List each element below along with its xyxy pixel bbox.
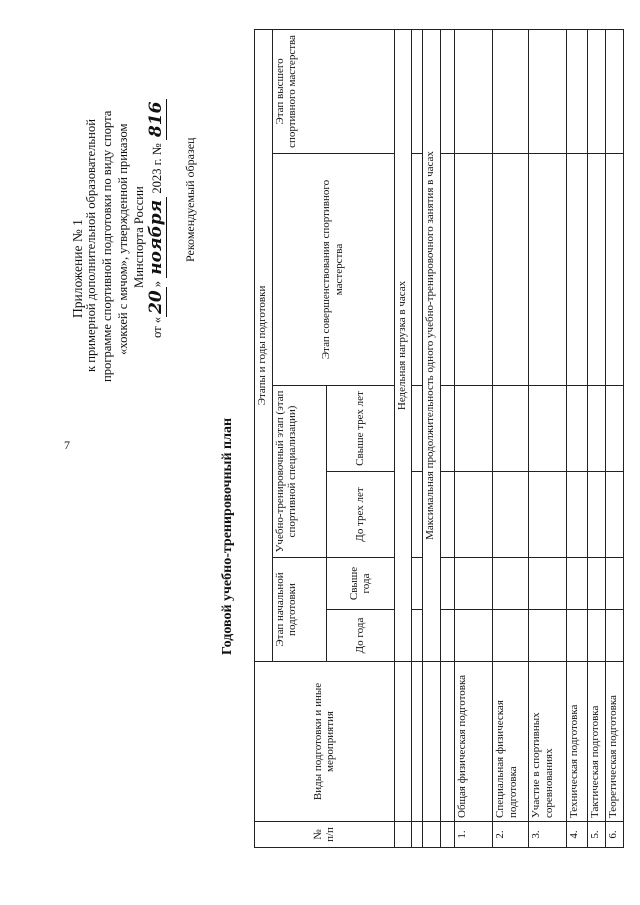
table-cell [567, 386, 587, 472]
table-cell [412, 558, 423, 610]
date-day: 20 [146, 287, 167, 317]
table-cell [412, 386, 423, 472]
row-number: 3. [529, 822, 567, 848]
table-cell [423, 662, 441, 822]
table-cell [394, 662, 412, 822]
table-cell [412, 472, 423, 558]
header-stages: Этапы и годы подготовки [255, 29, 273, 661]
table-cell [412, 154, 423, 386]
order-date-line [148, 99, 165, 338]
table-cell [567, 558, 587, 610]
table-cell [423, 822, 441, 848]
weekly-load-label: Недельная нагрузка в часах [394, 29, 412, 661]
header-stage-training: Учебно-тренировочный этап (этап спортивной специализации) [272, 386, 326, 558]
table-cell [412, 662, 423, 822]
header-kinds: Виды подготовки и иные мероприятия [255, 662, 395, 822]
date-mid: » [150, 280, 164, 288]
header-training-a: До трех лет [326, 472, 394, 558]
table-cell [567, 29, 587, 153]
table-cell [412, 29, 423, 153]
row-number: 4. [567, 822, 587, 848]
table-cell [441, 154, 455, 386]
table-cell [412, 610, 423, 662]
table-cell [394, 822, 412, 848]
header-line-4: «хоккей с мячом», утвержденной приказом [116, 123, 130, 355]
table-cell [587, 610, 605, 662]
row-label: Техническая подготовка [567, 662, 587, 822]
recommended-sample: Рекомендуемый образец [183, 137, 197, 262]
table-cell [529, 29, 567, 153]
table-cell [493, 472, 529, 558]
table-cell [567, 154, 587, 386]
table-cell [412, 822, 423, 848]
order-number: 816 [146, 99, 167, 141]
table-cell [454, 558, 492, 610]
row-number: 1. [454, 822, 492, 848]
table-cell [605, 558, 623, 610]
table-cell [605, 154, 623, 386]
table-cell [454, 386, 492, 472]
max-duration-label: Максимальная продолжительность одного учебно-тренировочного занятия в часах [423, 29, 441, 661]
row-label: Общая физическая подготовка [454, 662, 492, 822]
table-cell [529, 386, 567, 472]
table-cell [605, 610, 623, 662]
header-number: № п/п [255, 822, 395, 848]
table-cell [567, 472, 587, 558]
table-cell [529, 610, 567, 662]
table-cell [441, 822, 455, 848]
page-number: 7 [64, 438, 70, 452]
table-cell [493, 154, 529, 386]
header-line-2: к примерной дополнительной образовательной [84, 119, 98, 372]
table-cell [529, 154, 567, 386]
table-cell [587, 29, 605, 153]
table-cell [529, 472, 567, 558]
header-stage-high: Этап высшего спортивного мастерства [272, 29, 394, 153]
table-cell [441, 386, 455, 472]
table-cell [493, 29, 529, 153]
date-year: 2023 г. № [150, 143, 164, 194]
date-month: ноября [146, 197, 167, 278]
table-row [605, 29, 623, 847]
table-cell [441, 472, 455, 558]
header-stage-improve: Этап совершенствования спортивного мастерства [272, 154, 394, 386]
plan-title: Годовой учебно-тренировочный план [220, 417, 235, 655]
table-cell [587, 386, 605, 472]
table-cell [493, 610, 529, 662]
appendix-title: Приложение № 1 [70, 219, 85, 318]
table-cell [441, 662, 455, 822]
table-row [587, 29, 605, 847]
header-training-b: Свыше трех лет [326, 386, 394, 472]
header-stage-initial: Этап начальной подготовки [272, 558, 326, 662]
table-cell [605, 386, 623, 472]
table-cell [441, 558, 455, 610]
date-prefix: от « [150, 316, 164, 338]
table-cell [454, 29, 492, 153]
table-cell [454, 472, 492, 558]
row-label: Участие в спортивных соревнованиях [529, 662, 567, 822]
table-cell [441, 610, 455, 662]
header-line-3: программе спортивной подготовки по виду спорта [100, 110, 114, 382]
table-cell [493, 558, 529, 610]
row-label: Специальная физическая подготовка [493, 662, 529, 822]
table-cell [587, 472, 605, 558]
header-initial-a: До года [326, 610, 394, 662]
table-cell [454, 610, 492, 662]
table-row [529, 29, 567, 847]
header-initial-b: Свыше года [326, 558, 394, 610]
table-cell [587, 154, 605, 386]
table-row [567, 29, 587, 847]
training-plan-table [254, 30, 624, 848]
table-cell [567, 610, 587, 662]
table-cell [605, 29, 623, 153]
table-cell [493, 386, 529, 472]
table-row [493, 29, 529, 847]
table-cell [587, 558, 605, 610]
row-number: 2. [493, 822, 529, 848]
table-cell [441, 29, 455, 153]
table-row [454, 29, 492, 847]
row-label: Тактическая подготовка [587, 662, 605, 822]
header-line-5: Минспорта России [132, 186, 146, 288]
table-cell [605, 472, 623, 558]
table-cell [454, 154, 492, 386]
row-number: 5. [587, 822, 605, 848]
table-cell [529, 558, 567, 610]
row-label: Теоретическая подготовка [605, 662, 623, 822]
row-number: 6. [605, 822, 623, 848]
